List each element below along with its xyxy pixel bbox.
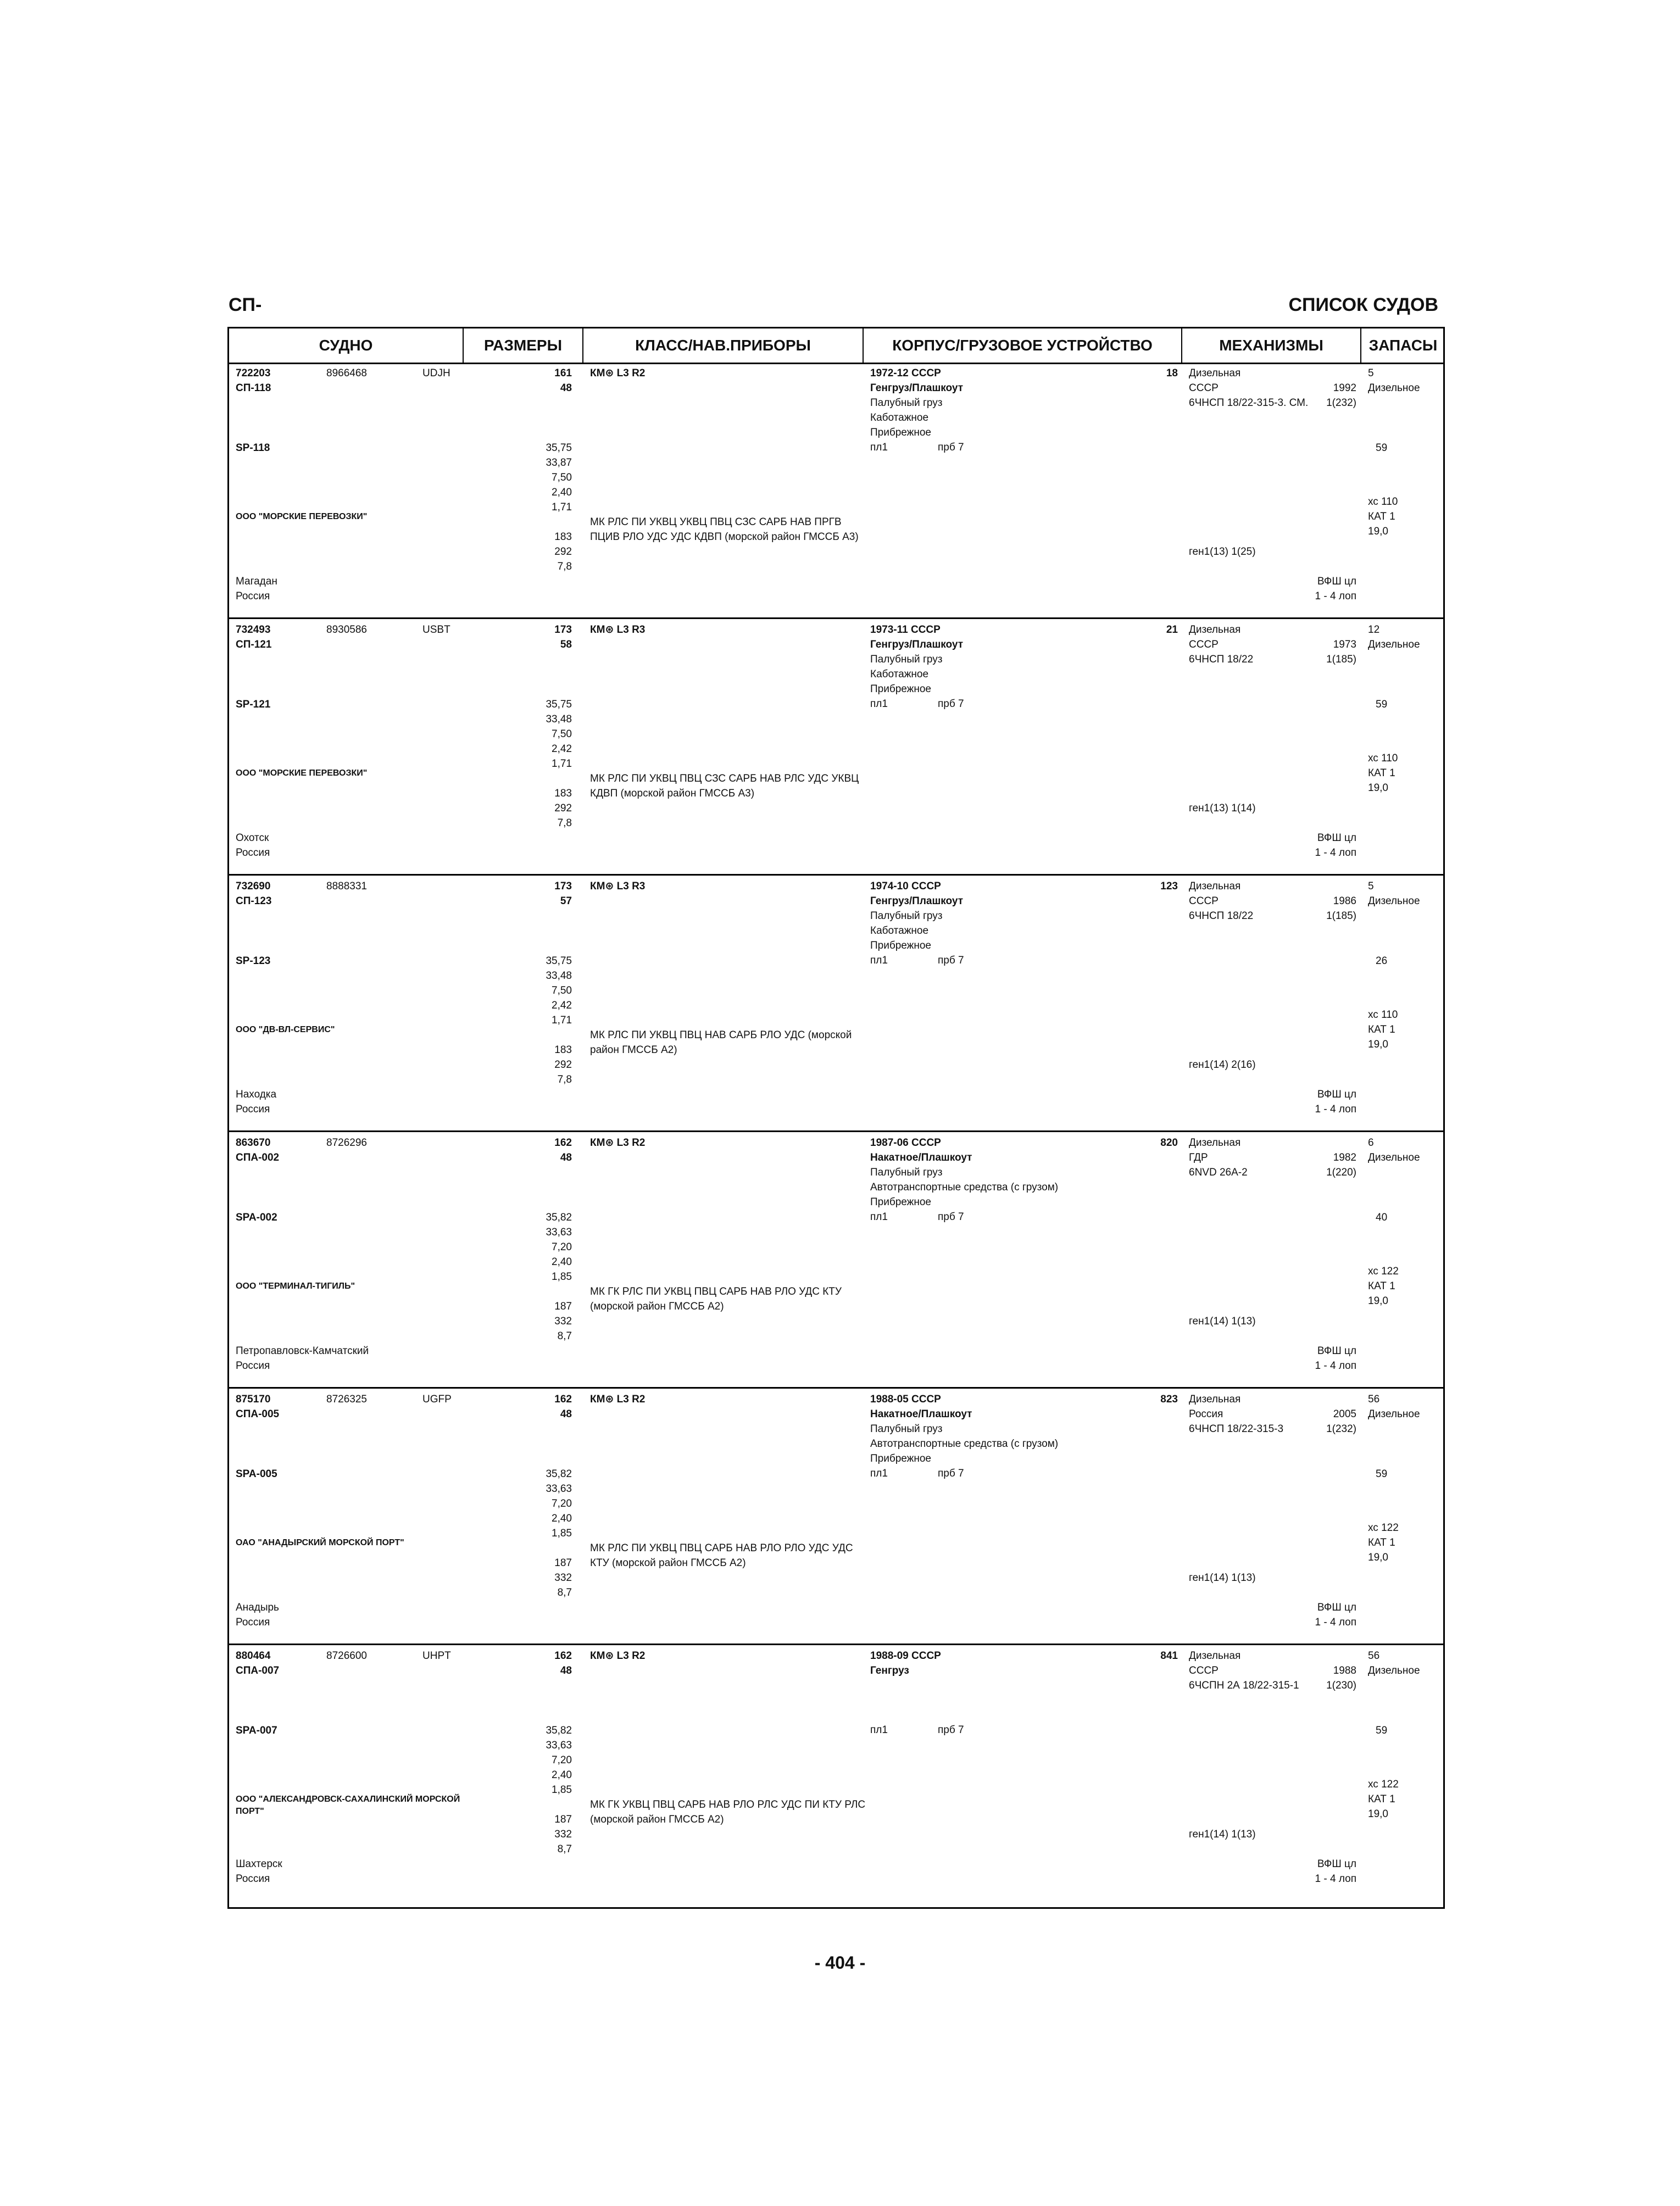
net-tonnage: 58: [560, 639, 572, 650]
supply-cat: КАТ 1: [1368, 511, 1395, 522]
speed: 7,8: [557, 817, 572, 829]
propeller-blades: 1 - 4 лоп: [1315, 1873, 1356, 1885]
home-port: Анадырь: [236, 1602, 279, 1613]
hull-feature-2: Автотранспортные средства (с грузом): [870, 1182, 1059, 1193]
ship-record: [229, 363, 1443, 619]
hull-number: 123: [1160, 881, 1178, 892]
home-port: Петропавловск-Камчатский: [236, 1345, 369, 1357]
ship-list-table: [227, 327, 1445, 1909]
deadweight: 183: [554, 531, 572, 543]
propeller-blades: 1 - 4 лоп: [1315, 591, 1356, 602]
class-notation: КМ⊛ L3 R2: [590, 1650, 646, 1662]
call-sign: UDJH: [422, 367, 450, 379]
deck-count: пл1: [870, 442, 888, 453]
engine-year: 1973: [1333, 639, 1356, 650]
fuel-amount: 59: [1376, 699, 1388, 710]
supply-value: 19,0: [1368, 1039, 1388, 1050]
supply-value: 19,0: [1368, 526, 1388, 537]
hull-feature-3: Прибрежное: [870, 940, 931, 951]
nav-equipment: МК РЛС ПИ УКВЦ ПВЦ САРБ НАВ РЛО РЛО УДС УДС КТУ (морской район ГМССБ А2): [590, 1542, 853, 1569]
displacement: 332: [554, 1316, 572, 1327]
length-overall: 35,82: [546, 1212, 572, 1223]
draught: 1,85: [552, 1528, 572, 1539]
draught: 1,85: [552, 1784, 572, 1796]
col-hull-cargo: КОРПУС/ГРУЗОВОЕ УСТРОЙСТВО: [864, 328, 1182, 363]
fuel-type: Дизельное: [1368, 1665, 1420, 1676]
fuel-type: Дизельное: [1368, 1152, 1420, 1163]
gross-tonnage: 162: [554, 1394, 572, 1405]
ship-type: Генгруз: [870, 1665, 909, 1676]
imo-number: 8888331: [326, 881, 367, 892]
owner: ООО "ДВ-ВЛ-СЕРВИС": [236, 1025, 335, 1034]
length-pp: 33,63: [546, 1227, 572, 1238]
length-overall: 35,75: [546, 955, 572, 967]
reg-number: 722203: [236, 367, 271, 379]
engine-power: 1(230): [1326, 1680, 1356, 1691]
hull-feature-3: Прибрежное: [870, 427, 931, 438]
supply-cat: КАТ 1: [1368, 1537, 1395, 1548]
fuel-amount: 59: [1376, 1468, 1388, 1480]
propeller-type: ВФШ цл: [1317, 1858, 1356, 1870]
depth: 2,42: [552, 1000, 572, 1011]
class-notation: КМ⊛ L3 R2: [590, 367, 646, 379]
ship-record: [229, 619, 1443, 876]
engine-power: 1(185): [1326, 654, 1356, 665]
engine-model: 6ЧСПН 2А 18/22-315-1: [1189, 1680, 1299, 1691]
country: Россия: [236, 1873, 270, 1885]
supply-cat: КАТ 1: [1368, 1793, 1395, 1805]
generators: ген1(14) 1(13): [1189, 1316, 1256, 1327]
length-overall: 35,82: [546, 1725, 572, 1736]
ship-name-latin: SPA-002: [236, 1212, 277, 1223]
breadth: 7,50: [552, 472, 572, 483]
bulkheads: прб 7: [938, 1211, 964, 1223]
engine-type: Дизельная: [1189, 624, 1241, 636]
propeller-blades: 1 - 4 лоп: [1315, 1360, 1356, 1372]
draught: 1,71: [552, 1015, 572, 1026]
supply-value: 19,0: [1368, 1295, 1388, 1307]
ship-type: Накатное/Плашкоут: [870, 1408, 972, 1420]
ship-type: Генгруз/Плашкоут: [870, 895, 964, 907]
generators: ген1(14) 1(13): [1189, 1829, 1256, 1840]
class-notation: КМ⊛ L3 R2: [590, 1137, 646, 1149]
length-pp: 33,48: [546, 970, 572, 982]
nav-equipment: МК ГК РЛС ПИ УКВЦ ПВЦ САРБ НАВ РЛО УДС КТУ (морской район ГМССБ А2): [590, 1286, 842, 1312]
home-port: Шахтерск: [236, 1858, 282, 1870]
hull-number: 820: [1160, 1137, 1178, 1149]
deadweight: 187: [554, 1557, 572, 1569]
speed: 8,7: [557, 1330, 572, 1342]
breadth: 7,50: [552, 728, 572, 740]
displacement: 292: [554, 803, 572, 814]
supply-1: 5: [1368, 367, 1374, 379]
gross-tonnage: 173: [554, 624, 572, 636]
call-sign: UGFP: [422, 1394, 452, 1405]
hull-number: 18: [1166, 367, 1178, 379]
supply-1: 6: [1368, 1137, 1374, 1149]
displacement: 292: [554, 1059, 572, 1071]
engine-country: ГДР: [1189, 1152, 1208, 1163]
draught: 1,71: [552, 502, 572, 513]
supply-value: 19,0: [1368, 782, 1388, 794]
supply-xc: хс 110: [1368, 753, 1398, 764]
ship-name: СП-118: [236, 382, 271, 394]
speed: 8,7: [557, 1587, 572, 1598]
deck-count: пл1: [870, 1724, 888, 1736]
engine-power: 1(220): [1326, 1167, 1356, 1178]
build-date: 1987-06 СССР: [870, 1137, 941, 1149]
net-tonnage: 48: [560, 1152, 572, 1163]
nav-equipment: МК РЛС ПИ УКВЦ ПВЦ НАВ САРБ РЛО УДС (морской район ГМССБ А2): [590, 1029, 852, 1056]
build-date: 1988-09 СССР: [870, 1650, 941, 1662]
header-title: СПИСОК СУДОВ: [1288, 294, 1438, 315]
hull-feature-2: Каботажное: [870, 925, 929, 937]
supply-cat: КАТ 1: [1368, 1024, 1395, 1035]
engine-type: Дизельная: [1189, 1394, 1241, 1405]
depth: 2,40: [552, 1256, 572, 1268]
ship-name: СПА-002: [236, 1152, 280, 1163]
nav-equipment: МК РЛС ПИ УКВЦ ПВЦ СЗС САРБ НАВ РЛС УДС УКВЦ КДВП (морской район ГМССБ А3): [590, 773, 859, 799]
speed: 8,7: [557, 1843, 572, 1855]
hull-feature-1: Палубный груз: [870, 1167, 943, 1178]
class-notation: КМ⊛ L3 R3: [590, 881, 646, 892]
depth: 2,40: [552, 1769, 572, 1781]
deadweight: 183: [554, 1044, 572, 1056]
deadweight: 187: [554, 1814, 572, 1825]
gross-tonnage: 162: [554, 1650, 572, 1662]
call-sign: USBT: [422, 624, 450, 636]
propeller-type: ВФШ цл: [1317, 1345, 1356, 1357]
ship-name-latin: SP-123: [236, 955, 271, 967]
ship-type: Генгруз/Плашкоут: [870, 382, 964, 394]
bulkheads: прб 7: [938, 1468, 964, 1479]
depth: 2,40: [552, 1513, 572, 1524]
ship-name: СПА-005: [236, 1408, 280, 1420]
engine-country: СССР: [1189, 895, 1219, 907]
hull-feature-2: Каботажное: [870, 412, 929, 424]
supply-xc: хс 110: [1368, 1009, 1398, 1021]
propeller-blades: 1 - 4 лоп: [1315, 847, 1356, 859]
hull-feature-1: Палубный груз: [870, 910, 943, 922]
engine-type: Дизельная: [1189, 1137, 1241, 1149]
engine-year: 1988: [1333, 1665, 1356, 1676]
nav-equipment: МК ГК УКВЦ ПВЦ САРБ НАВ РЛО РЛС УДС ПИ КТУ РЛС (морской район ГМССБ А2): [590, 1799, 866, 1825]
speed: 7,8: [557, 1074, 572, 1085]
ship-record: [229, 1132, 1443, 1389]
net-tonnage: 48: [560, 1408, 572, 1420]
propeller-type: ВФШ цл: [1317, 1089, 1356, 1100]
length-overall: 35,82: [546, 1468, 572, 1480]
draught: 1,85: [552, 1271, 572, 1283]
fuel-amount: 40: [1376, 1212, 1388, 1223]
hull-feature-2: Автотранспортные средства (с грузом): [870, 1438, 1059, 1450]
engine-country: СССР: [1189, 1665, 1219, 1676]
engine-model: 6NVD 26A-2: [1189, 1167, 1248, 1178]
engine-year: 2005: [1333, 1408, 1356, 1420]
engine-year: 1982: [1333, 1152, 1356, 1163]
table-header: [229, 328, 1443, 364]
owner: ООО "АЛЕКСАНДРОВСК-САХАЛИНСКИЙ МОРСКОЙ ПОРТ": [236, 1795, 460, 1816]
class-notation: КМ⊛ L3 R2: [590, 1394, 646, 1405]
ship-name-latin: SPA-007: [236, 1725, 277, 1736]
ship-name-latin: SPA-005: [236, 1468, 277, 1480]
home-port: Магадан: [236, 576, 277, 587]
engine-power: 1(185): [1326, 910, 1356, 922]
reg-number: 880464: [236, 1650, 271, 1662]
net-tonnage: 48: [560, 382, 572, 394]
propeller-type: ВФШ цл: [1317, 1602, 1356, 1613]
bulkheads: прб 7: [938, 442, 964, 453]
fuel-type: Дизельное: [1368, 1408, 1420, 1420]
engine-power: 1(232): [1326, 397, 1356, 409]
class-notation: КМ⊛ L3 R3: [590, 624, 646, 636]
supply-cat: КАТ 1: [1368, 767, 1395, 779]
ship-record: [229, 876, 1443, 1132]
supply-xc: хс 122: [1368, 1779, 1399, 1790]
hull-feature-1: Палубный груз: [870, 1423, 943, 1435]
hull-feature-1: Палубный груз: [870, 654, 943, 665]
bulkheads: прб 7: [938, 1724, 964, 1736]
country: Россия: [236, 1360, 270, 1372]
owner: ОАО "АНАДЫРСКИЙ МОРСКОЙ ПОРТ": [236, 1538, 404, 1547]
propeller-blades: 1 - 4 лоп: [1315, 1617, 1356, 1628]
page-number: - 404 -: [814, 1953, 866, 1973]
breadth: 7,20: [552, 1754, 572, 1766]
ship-record: [229, 1645, 1443, 1902]
draught: 1,71: [552, 758, 572, 770]
hull-number: 841: [1160, 1650, 1178, 1662]
supply-1: 5: [1368, 881, 1374, 892]
ship-name: СП-121: [236, 639, 272, 650]
ship-type: Накатное/Плашкоут: [870, 1152, 972, 1163]
deck-count: пл1: [870, 1211, 888, 1223]
length-pp: 33,48: [546, 714, 572, 725]
speed: 7,8: [557, 561, 572, 572]
build-date: 1988-05 СССР: [870, 1394, 941, 1405]
fuel-type: Дизельное: [1368, 382, 1420, 394]
col-machinery: МЕХАНИЗМЫ: [1182, 328, 1361, 363]
net-tonnage: 48: [560, 1665, 572, 1676]
gross-tonnage: 162: [554, 1137, 572, 1149]
breadth: 7,20: [552, 1241, 572, 1253]
supply-xc: хс 122: [1368, 1266, 1399, 1277]
ship-name-latin: SP-118: [236, 442, 270, 454]
supply-value: 19,0: [1368, 1808, 1388, 1820]
reg-number: 863670: [236, 1137, 271, 1149]
hull-number: 823: [1160, 1394, 1178, 1405]
deck-count: пл1: [870, 955, 888, 966]
engine-power: 1(232): [1326, 1423, 1356, 1435]
header-section-code: СП-: [229, 294, 262, 315]
country: Россия: [236, 1104, 270, 1115]
length-pp: 33,63: [546, 1483, 572, 1495]
ship-name: СПА-007: [236, 1665, 280, 1676]
country: Россия: [236, 847, 270, 859]
supply-cat: КАТ 1: [1368, 1280, 1395, 1292]
deck-count: пл1: [870, 698, 888, 710]
propeller-blades: 1 - 4 лоп: [1315, 1104, 1356, 1115]
imo-number: 8726600: [326, 1650, 367, 1662]
propeller-type: ВФШ цл: [1317, 576, 1356, 587]
nav-equipment: МК РЛС ПИ УКВЦ УКВЦ ПВЦ СЗС САРБ НАВ ПРГВ ПЦИВ РЛО УДС УДС КДВП (морской район ГМССБ А3): [590, 516, 859, 543]
engine-country: СССР: [1189, 382, 1219, 394]
engine-model: 6ЧНСП 18/22-315-3. СМ.: [1189, 397, 1309, 409]
reg-number: 732690: [236, 881, 271, 892]
engine-type: Дизельная: [1189, 881, 1241, 892]
supply-1: 12: [1368, 624, 1380, 636]
generators: ген1(13) 1(14): [1189, 803, 1256, 814]
ship-name-latin: SP-121: [236, 699, 271, 710]
supply-1: 56: [1368, 1394, 1380, 1405]
imo-number: 8930586: [326, 624, 367, 636]
engine-model: 6ЧНСП 18/22: [1189, 654, 1254, 665]
hull-feature-3: Прибрежное: [870, 1453, 931, 1464]
country: Россия: [236, 591, 270, 602]
generators: ген1(14) 2(16): [1189, 1059, 1256, 1071]
owner: ООО "МОРСКИЕ ПЕРЕВОЗКИ": [236, 768, 368, 778]
deadweight: 183: [554, 788, 572, 799]
gross-tonnage: 161: [554, 367, 572, 379]
depth: 2,40: [552, 487, 572, 498]
gross-tonnage: 173: [554, 881, 572, 892]
ship-name: СП-123: [236, 895, 272, 907]
hull-feature-3: Прибрежное: [870, 1196, 931, 1208]
owner: ООО "МОРСКИЕ ПЕРЕВОЗКИ": [236, 512, 368, 521]
imo-number: 8726325: [326, 1394, 367, 1405]
deck-count: пл1: [870, 1468, 888, 1479]
fuel-type: Дизельное: [1368, 639, 1420, 650]
deadweight: 187: [554, 1301, 572, 1312]
engine-type: Дизельная: [1189, 1650, 1241, 1662]
length-pp: 33,63: [546, 1740, 572, 1751]
breadth: 7,50: [552, 985, 572, 996]
ship-record: [229, 1389, 1443, 1645]
length-overall: 35,75: [546, 442, 572, 454]
fuel-type: Дизельное: [1368, 895, 1420, 907]
home-port: Охотск: [236, 832, 269, 844]
breadth: 7,20: [552, 1498, 572, 1509]
displacement: 332: [554, 1829, 572, 1840]
engine-year: 1986: [1333, 895, 1356, 907]
supply-1: 56: [1368, 1650, 1380, 1662]
bulkheads: прб 7: [938, 698, 964, 710]
net-tonnage: 57: [560, 895, 572, 907]
bulkheads: прб 7: [938, 955, 964, 966]
home-port: Находка: [236, 1089, 277, 1100]
engine-type: Дизельная: [1189, 367, 1241, 379]
generators: ген1(14) 1(13): [1189, 1572, 1256, 1584]
call-sign: UHPT: [422, 1650, 451, 1662]
reg-number: 875170: [236, 1394, 271, 1405]
col-class-nav: КЛАСС/НАВ.ПРИБОРЫ: [583, 328, 864, 363]
length-pp: 33,87: [546, 457, 572, 469]
hull-feature-3: Прибрежное: [870, 683, 931, 695]
hull-feature-1: Палубный груз: [870, 397, 943, 409]
fuel-amount: 59: [1376, 1725, 1388, 1736]
fuel-amount: 26: [1376, 955, 1388, 967]
length-overall: 35,75: [546, 699, 572, 710]
col-supplies: ЗАПАСЫ: [1369, 337, 1438, 354]
engine-country: Россия: [1189, 1408, 1223, 1420]
displacement: 332: [554, 1572, 572, 1584]
engine-model: 6ЧНСП 18/22: [1189, 910, 1254, 922]
fuel-amount: 59: [1376, 442, 1388, 454]
displacement: 292: [554, 546, 572, 558]
imo-number: 8726296: [326, 1137, 367, 1149]
col-dimensions: РАЗМЕРЫ: [464, 328, 583, 363]
hull-feature-2: Каботажное: [870, 669, 929, 680]
engine-model: 6ЧНСП 18/22-315-3: [1189, 1423, 1284, 1435]
propeller-type: ВФШ цл: [1317, 832, 1356, 844]
generators: ген1(13) 1(25): [1189, 546, 1256, 558]
engine-year: 1992: [1333, 382, 1356, 394]
country: Россия: [236, 1617, 270, 1628]
supply-xc: хс 110: [1368, 496, 1398, 508]
build-date: 1972-12 СССР: [870, 367, 941, 379]
col-vessel: СУДНО: [229, 328, 464, 363]
owner: ООО "ТЕРМИНАЛ-ТИГИЛЬ": [236, 1282, 355, 1291]
ship-type: Генгруз/Плашкоут: [870, 639, 964, 650]
depth: 2,42: [552, 743, 572, 755]
supply-xc: хс 122: [1368, 1522, 1399, 1534]
supply-value: 19,0: [1368, 1552, 1388, 1563]
imo-number: 8966468: [326, 367, 367, 379]
hull-number: 21: [1166, 624, 1178, 636]
build-date: 1973-11 СССР: [870, 624, 941, 636]
reg-number: 732493: [236, 624, 271, 636]
build-date: 1974-10 СССР: [870, 881, 941, 892]
engine-country: СССР: [1189, 639, 1219, 650]
